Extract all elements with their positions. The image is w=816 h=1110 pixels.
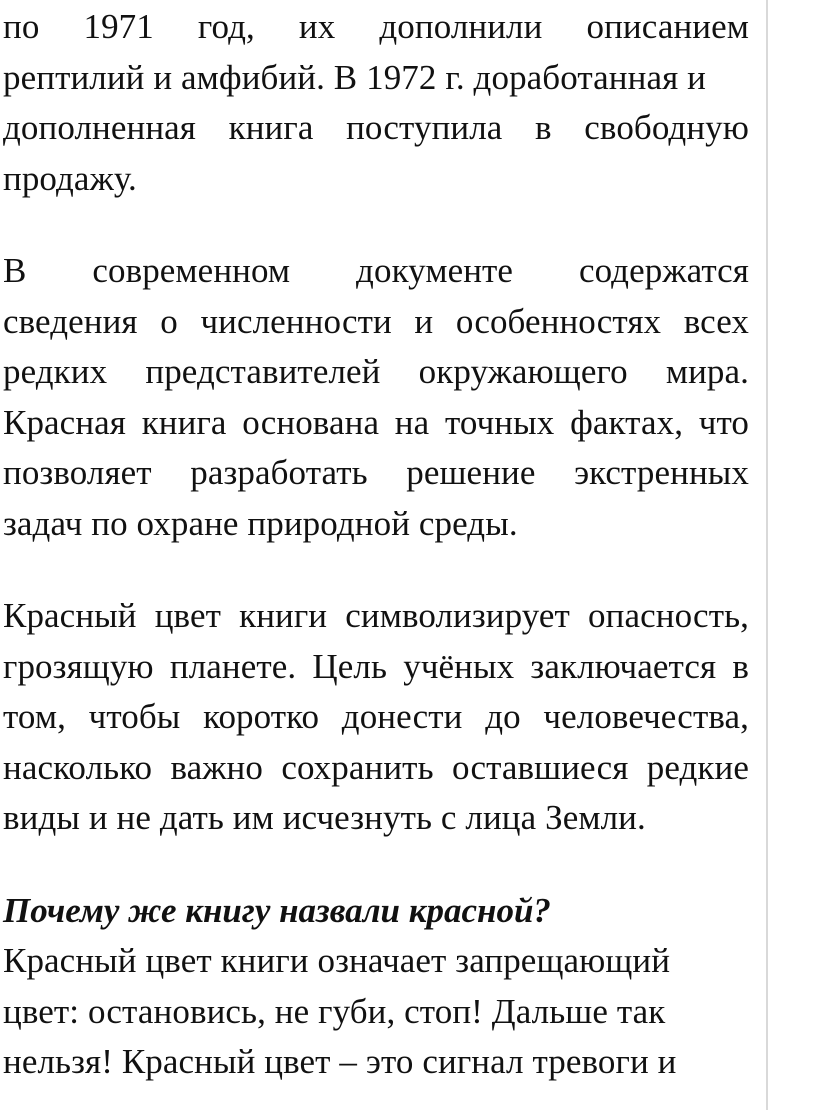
text-line: насколько важно сохранить оставшиеся редкие: [3, 747, 749, 787]
text-line: том, чтобы коротко донести до человечества,: [3, 697, 749, 736]
text-line: по 1971 год, их дополнили описанием: [3, 7, 749, 46]
text-line: нельзя! Красный цвет – это сигнал тревоги и: [3, 1042, 677, 1081]
text-line: Красная книга основана на точных фактах, что: [3, 402, 749, 442]
paragraph-4: [3, 936, 749, 1088]
text-line: задач по охране природной среды.: [3, 503, 518, 543]
text-line: позволяет разработать решение экстренных: [3, 453, 749, 492]
text-line: Красный цвет книги означает запрещающий: [3, 941, 671, 980]
text-line: Красный цвет книги символизирует опасность,: [3, 596, 749, 635]
text-line: В современном документе содержатся: [3, 251, 749, 290]
text-line: виды и не дать им исчезнуть с лица Земли.: [3, 798, 646, 837]
paragraph-2: [3, 246, 749, 549]
text-line: грозящую планете. Цель учёных заключается в: [3, 646, 749, 686]
text-line: цвет: остановись, не губи, стоп! Дальше так: [3, 991, 666, 1031]
page-gutter: [768, 0, 816, 1110]
section-heading: Почему же книгу назвали красной?: [3, 891, 551, 930]
text-line: сведения о численности и особенностях всех: [3, 301, 749, 341]
text-line: рептилий и амфибий. В 1972 г. доработанная и: [3, 57, 706, 97]
text-line: продажу.: [3, 158, 137, 198]
text-line: дополненная книга поступила в свободную: [3, 108, 749, 147]
paragraph-3: [3, 591, 749, 844]
paragraph-1: [3, 2, 749, 204]
text-line: редких представителей окружающего мира.: [3, 352, 749, 391]
